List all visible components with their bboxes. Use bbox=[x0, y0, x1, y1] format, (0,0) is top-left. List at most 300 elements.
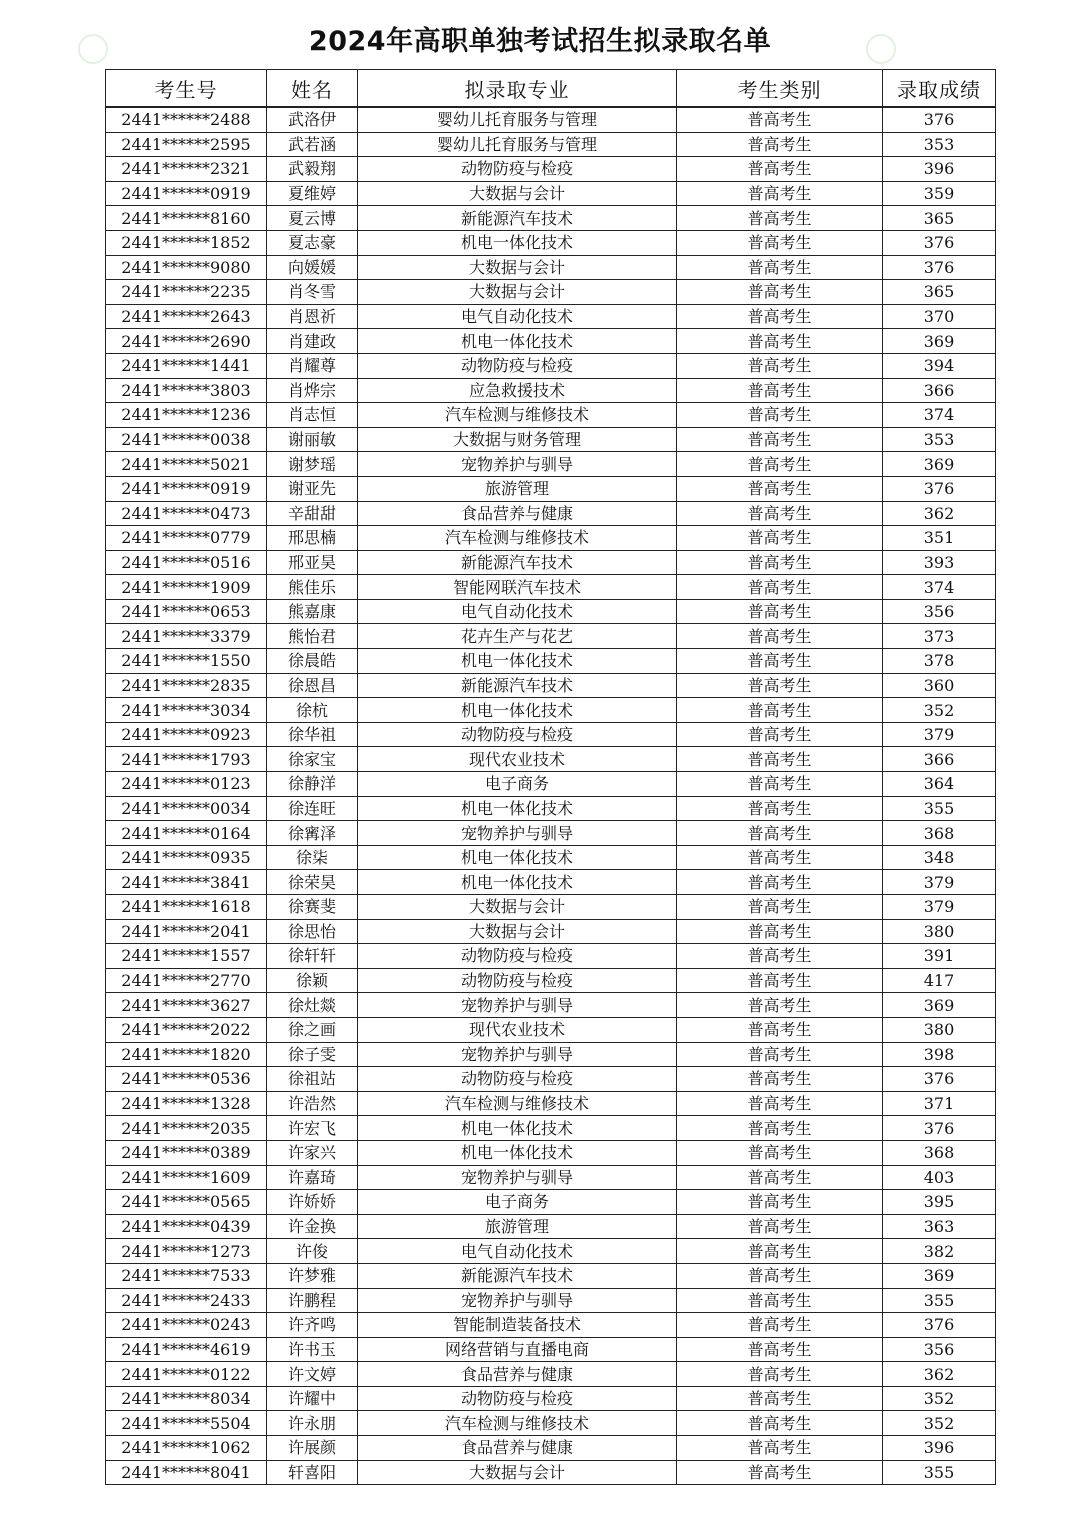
table-row bbox=[106, 1042, 996, 1067]
cell-score: 376 bbox=[883, 1067, 996, 1092]
cell-score: 373 bbox=[883, 624, 996, 649]
cell-name: 徐荣昊 bbox=[267, 870, 358, 895]
cell-category: 普高考生 bbox=[677, 1165, 883, 1190]
cell-major: 大数据与会计 bbox=[358, 895, 677, 920]
table-row bbox=[106, 378, 996, 403]
cell-exam-id: 2441******0919 bbox=[106, 181, 267, 206]
table-row bbox=[106, 772, 996, 797]
cell-major: 旅游管理 bbox=[358, 1214, 677, 1239]
cell-name: 许娇娇 bbox=[267, 1190, 358, 1215]
cell-score: 370 bbox=[883, 304, 996, 329]
cell-name: 肖冬雪 bbox=[267, 280, 358, 305]
cell-major: 大数据与会计 bbox=[358, 181, 677, 206]
cell-exam-id: 2441******2041 bbox=[106, 919, 267, 944]
cell-name: 辛甜甜 bbox=[267, 501, 358, 526]
table-row bbox=[106, 870, 996, 895]
cell-score: 376 bbox=[883, 230, 996, 255]
cell-exam-id: 2441******3379 bbox=[106, 624, 267, 649]
table-row bbox=[106, 1436, 996, 1461]
cell-score: 368 bbox=[883, 821, 996, 846]
cell-score: 355 bbox=[883, 796, 996, 821]
table-row bbox=[106, 1116, 996, 1141]
table-row bbox=[106, 1313, 996, 1338]
cell-exam-id: 2441******0439 bbox=[106, 1214, 267, 1239]
cell-exam-id: 2441******2022 bbox=[106, 1017, 267, 1042]
cell-category: 普高考生 bbox=[677, 132, 883, 157]
cell-category: 普高考生 bbox=[677, 944, 883, 969]
cell-name: 邢思楠 bbox=[267, 526, 358, 551]
cell-major: 应急救援技术 bbox=[358, 378, 677, 403]
table-row bbox=[106, 747, 996, 772]
cell-exam-id: 2441******0779 bbox=[106, 526, 267, 551]
cell-category: 普高考生 bbox=[677, 1337, 883, 1362]
cell-major: 机电一体化技术 bbox=[358, 698, 677, 723]
cell-category: 普高考生 bbox=[677, 452, 883, 477]
cell-major: 大数据与财务管理 bbox=[358, 427, 677, 452]
table-row bbox=[106, 575, 996, 600]
cell-exam-id: 2441******1328 bbox=[106, 1091, 267, 1116]
cell-category: 普高考生 bbox=[677, 1313, 883, 1338]
cell-score: 355 bbox=[883, 1460, 996, 1485]
cell-score: 380 bbox=[883, 1017, 996, 1042]
cell-major: 汽车检测与维修技术 bbox=[358, 403, 677, 428]
cell-major: 婴幼儿托育服务与管理 bbox=[358, 107, 677, 132]
cell-name: 许书玉 bbox=[267, 1337, 358, 1362]
cell-major: 机电一体化技术 bbox=[358, 329, 677, 354]
cell-score: 376 bbox=[883, 476, 996, 501]
cell-name: 熊怡君 bbox=[267, 624, 358, 649]
cell-score: 352 bbox=[883, 1411, 996, 1436]
cell-score: 366 bbox=[883, 378, 996, 403]
cell-exam-id: 2441******2643 bbox=[106, 304, 267, 329]
cell-exam-id: 2441******0473 bbox=[106, 501, 267, 526]
cell-score: 376 bbox=[883, 1313, 996, 1338]
cell-exam-id: 2441******1852 bbox=[106, 230, 267, 255]
cell-major: 汽车检测与维修技术 bbox=[358, 1411, 677, 1436]
cell-score: 396 bbox=[883, 1436, 996, 1461]
cell-score: 369 bbox=[883, 1263, 996, 1288]
table-row bbox=[106, 1263, 996, 1288]
cell-major: 大数据与会计 bbox=[358, 255, 677, 280]
cell-score: 365 bbox=[883, 280, 996, 305]
cell-name: 肖建政 bbox=[267, 329, 358, 354]
cell-category: 普高考生 bbox=[677, 624, 883, 649]
header-score: 录取成绩 bbox=[883, 70, 996, 108]
table-row bbox=[106, 673, 996, 698]
cell-major: 现代农业技术 bbox=[358, 1017, 677, 1042]
cell-name: 许梦雅 bbox=[267, 1263, 358, 1288]
table-row bbox=[106, 476, 996, 501]
cell-exam-id: 2441******2235 bbox=[106, 280, 267, 305]
cell-major: 宠物养护与驯导 bbox=[358, 1165, 677, 1190]
table-row bbox=[106, 107, 996, 132]
cell-score: 379 bbox=[883, 722, 996, 747]
table-row bbox=[106, 329, 996, 354]
cell-major: 新能源汽车技术 bbox=[358, 550, 677, 575]
cell-name: 夏云博 bbox=[267, 206, 358, 231]
cell-exam-id: 2441******0122 bbox=[106, 1362, 267, 1387]
cell-exam-id: 2441******3803 bbox=[106, 378, 267, 403]
cell-exam-id: 2441******0034 bbox=[106, 796, 267, 821]
cell-major: 电气自动化技术 bbox=[358, 599, 677, 624]
cell-name: 武洛伊 bbox=[267, 107, 358, 132]
cell-category: 普高考生 bbox=[677, 1411, 883, 1436]
cell-major: 机电一体化技术 bbox=[358, 649, 677, 674]
cell-major: 大数据与会计 bbox=[358, 919, 677, 944]
cell-score: 353 bbox=[883, 427, 996, 452]
cell-major: 机电一体化技术 bbox=[358, 1140, 677, 1165]
cell-name: 许耀中 bbox=[267, 1386, 358, 1411]
table-row bbox=[106, 919, 996, 944]
cell-name: 徐晨皓 bbox=[267, 649, 358, 674]
table-row bbox=[106, 427, 996, 452]
table-row bbox=[106, 1460, 996, 1485]
cell-score: 382 bbox=[883, 1239, 996, 1264]
cell-category: 普高考生 bbox=[677, 353, 883, 378]
page-title: 2024年高职单独考试招生拟录取名单 bbox=[308, 26, 772, 57]
cell-exam-id: 2441******1550 bbox=[106, 649, 267, 674]
cell-name: 徐杭 bbox=[267, 698, 358, 723]
cell-name: 熊嘉康 bbox=[267, 599, 358, 624]
cell-major: 旅游管理 bbox=[358, 476, 677, 501]
table-row bbox=[106, 526, 996, 551]
cell-name: 徐静洋 bbox=[267, 772, 358, 797]
cell-category: 普高考生 bbox=[677, 1140, 883, 1165]
cell-score: 362 bbox=[883, 1362, 996, 1387]
cell-category: 普高考生 bbox=[677, 1263, 883, 1288]
cell-name: 徐子雯 bbox=[267, 1042, 358, 1067]
cell-name: 许展颜 bbox=[267, 1436, 358, 1461]
cell-name: 夏维婷 bbox=[267, 181, 358, 206]
cell-exam-id: 2441******1062 bbox=[106, 1436, 267, 1461]
cell-score: 364 bbox=[883, 772, 996, 797]
cell-exam-id: 2441******3034 bbox=[106, 698, 267, 723]
cell-name: 徐赛斐 bbox=[267, 895, 358, 920]
cell-name: 肖耀尊 bbox=[267, 353, 358, 378]
table-body bbox=[106, 107, 996, 1485]
cell-category: 普高考生 bbox=[677, 747, 883, 772]
cell-exam-id: 2441******3841 bbox=[106, 870, 267, 895]
cell-exam-id: 2441******7533 bbox=[106, 1263, 267, 1288]
cell-score: 356 bbox=[883, 599, 996, 624]
cell-exam-id: 2441******1820 bbox=[106, 1042, 267, 1067]
cell-name: 徐柒 bbox=[267, 845, 358, 870]
table-row bbox=[106, 550, 996, 575]
table-row bbox=[106, 1067, 996, 1092]
cell-category: 普高考生 bbox=[677, 1067, 883, 1092]
cell-score: 394 bbox=[883, 353, 996, 378]
cell-major: 宠物养护与驯导 bbox=[358, 1042, 677, 1067]
cell-exam-id: 2441******2035 bbox=[106, 1116, 267, 1141]
cell-major: 机电一体化技术 bbox=[358, 870, 677, 895]
cell-category: 普高考生 bbox=[677, 230, 883, 255]
cell-major: 电气自动化技术 bbox=[358, 304, 677, 329]
cell-exam-id: 2441******0243 bbox=[106, 1313, 267, 1338]
cell-name: 许嘉琦 bbox=[267, 1165, 358, 1190]
cell-category: 普高考生 bbox=[677, 1436, 883, 1461]
cell-score: 403 bbox=[883, 1165, 996, 1190]
cell-category: 普高考生 bbox=[677, 1460, 883, 1485]
cell-major: 动物防疫与检疫 bbox=[358, 968, 677, 993]
table-row bbox=[106, 993, 996, 1018]
cell-category: 普高考生 bbox=[677, 280, 883, 305]
cell-category: 普高考生 bbox=[677, 550, 883, 575]
cell-score: 352 bbox=[883, 698, 996, 723]
cell-exam-id: 2441******1793 bbox=[106, 747, 267, 772]
cell-exam-id: 2441******2488 bbox=[106, 107, 267, 132]
cell-major: 动物防疫与检疫 bbox=[358, 944, 677, 969]
cell-exam-id: 2441******0536 bbox=[106, 1067, 267, 1092]
cell-score: 353 bbox=[883, 132, 996, 157]
cell-category: 普高考生 bbox=[677, 181, 883, 206]
table-row bbox=[106, 1411, 996, 1436]
cell-major: 机电一体化技术 bbox=[358, 796, 677, 821]
table-row bbox=[106, 501, 996, 526]
admission-table bbox=[105, 69, 996, 1485]
cell-major: 电子商务 bbox=[358, 772, 677, 797]
cell-major: 机电一体化技术 bbox=[358, 845, 677, 870]
cell-major: 食品营养与健康 bbox=[358, 1436, 677, 1461]
cell-category: 普高考生 bbox=[677, 1288, 883, 1313]
cell-exam-id: 2441******0653 bbox=[106, 599, 267, 624]
cell-category: 普高考生 bbox=[677, 698, 883, 723]
cell-exam-id: 2441******1909 bbox=[106, 575, 267, 600]
cell-name: 徐恩昌 bbox=[267, 673, 358, 698]
cell-category: 普高考生 bbox=[677, 427, 883, 452]
cell-exam-id: 2441******4619 bbox=[106, 1337, 267, 1362]
cell-name: 邢亚昊 bbox=[267, 550, 358, 575]
cell-name: 徐祖站 bbox=[267, 1067, 358, 1092]
table-row bbox=[106, 181, 996, 206]
cell-score: 395 bbox=[883, 1190, 996, 1215]
cell-category: 普高考生 bbox=[677, 1091, 883, 1116]
cell-name: 武若涵 bbox=[267, 132, 358, 157]
cell-exam-id: 2441******2690 bbox=[106, 329, 267, 354]
cell-exam-id: 2441******2835 bbox=[106, 673, 267, 698]
cell-exam-id: 2441******2321 bbox=[106, 157, 267, 182]
cell-score: 348 bbox=[883, 845, 996, 870]
cell-exam-id: 2441******9080 bbox=[106, 255, 267, 280]
cell-major: 食品营养与健康 bbox=[358, 501, 677, 526]
table-row bbox=[106, 968, 996, 993]
cell-exam-id: 2441******0164 bbox=[106, 821, 267, 846]
table-row bbox=[106, 304, 996, 329]
cell-exam-id: 2441******2770 bbox=[106, 968, 267, 993]
cell-category: 普高考生 bbox=[677, 993, 883, 1018]
cell-major: 宠物养护与驯导 bbox=[358, 452, 677, 477]
header-name: 姓名 bbox=[267, 70, 358, 108]
cell-major: 电气自动化技术 bbox=[358, 1239, 677, 1264]
cell-exam-id: 2441******1557 bbox=[106, 944, 267, 969]
cell-exam-id: 2441******8041 bbox=[106, 1460, 267, 1485]
table-row bbox=[106, 452, 996, 477]
cell-major: 动物防疫与检疫 bbox=[358, 157, 677, 182]
cell-category: 普高考生 bbox=[677, 1386, 883, 1411]
table-row bbox=[106, 1337, 996, 1362]
cell-name: 许俊 bbox=[267, 1239, 358, 1264]
cell-major: 新能源汽车技术 bbox=[358, 206, 677, 231]
cell-name: 徐华祖 bbox=[267, 722, 358, 747]
cell-score: 362 bbox=[883, 501, 996, 526]
cell-name: 许金换 bbox=[267, 1214, 358, 1239]
table-row bbox=[106, 206, 996, 231]
cell-major: 动物防疫与检疫 bbox=[358, 722, 677, 747]
cell-name: 徐家宝 bbox=[267, 747, 358, 772]
table-row bbox=[106, 599, 996, 624]
table-row bbox=[106, 1362, 996, 1387]
cell-category: 普高考生 bbox=[677, 157, 883, 182]
table-row bbox=[106, 403, 996, 428]
header-major: 拟录取专业 bbox=[358, 70, 677, 108]
cell-name: 徐轩轩 bbox=[267, 944, 358, 969]
cell-score: 369 bbox=[883, 993, 996, 1018]
cell-score: 391 bbox=[883, 944, 996, 969]
cell-category: 普高考生 bbox=[677, 796, 883, 821]
cell-exam-id: 2441******8160 bbox=[106, 206, 267, 231]
cell-exam-id: 2441******2595 bbox=[106, 132, 267, 157]
cell-exam-id: 2441******0123 bbox=[106, 772, 267, 797]
cell-major: 食品营养与健康 bbox=[358, 1362, 677, 1387]
cell-category: 普高考生 bbox=[677, 870, 883, 895]
cell-score: 398 bbox=[883, 1042, 996, 1067]
table-row bbox=[106, 1288, 996, 1313]
header-category: 考生类别 bbox=[677, 70, 883, 108]
table-row bbox=[106, 1091, 996, 1116]
cell-major: 新能源汽车技术 bbox=[358, 1263, 677, 1288]
cell-category: 普高考生 bbox=[677, 1190, 883, 1215]
table-row bbox=[106, 944, 996, 969]
table-row bbox=[106, 1165, 996, 1190]
cell-name: 许浩然 bbox=[267, 1091, 358, 1116]
cell-exam-id: 2441******1441 bbox=[106, 353, 267, 378]
cell-category: 普高考生 bbox=[677, 329, 883, 354]
cell-category: 普高考生 bbox=[677, 476, 883, 501]
cell-name: 徐之画 bbox=[267, 1017, 358, 1042]
cell-category: 普高考生 bbox=[677, 722, 883, 747]
cell-major: 宠物养护与驯导 bbox=[358, 1288, 677, 1313]
cell-score: 396 bbox=[883, 157, 996, 182]
cell-score: 355 bbox=[883, 1288, 996, 1313]
cell-major: 宠物养护与驯导 bbox=[358, 993, 677, 1018]
table-row bbox=[106, 895, 996, 920]
cell-category: 普高考生 bbox=[677, 1042, 883, 1067]
cell-exam-id: 2441******0923 bbox=[106, 722, 267, 747]
cell-exam-id: 2441******0565 bbox=[106, 1190, 267, 1215]
cell-category: 普高考生 bbox=[677, 1239, 883, 1264]
cell-category: 普高考生 bbox=[677, 526, 883, 551]
cell-score: 379 bbox=[883, 870, 996, 895]
cell-name: 许永朋 bbox=[267, 1411, 358, 1436]
cell-exam-id: 2441******5021 bbox=[106, 452, 267, 477]
cell-exam-id: 2441******0935 bbox=[106, 845, 267, 870]
cell-exam-id: 2441******0389 bbox=[106, 1140, 267, 1165]
cell-score: 417 bbox=[883, 968, 996, 993]
cell-score: 376 bbox=[883, 255, 996, 280]
cell-exam-id: 2441******1273 bbox=[106, 1239, 267, 1264]
cell-major: 现代农业技术 bbox=[358, 747, 677, 772]
cell-category: 普高考生 bbox=[677, 649, 883, 674]
cell-category: 普高考生 bbox=[677, 206, 883, 231]
cell-name: 徐连旺 bbox=[267, 796, 358, 821]
table-row bbox=[106, 1017, 996, 1042]
cell-name: 向媛媛 bbox=[267, 255, 358, 280]
header-row bbox=[106, 70, 996, 108]
cell-major: 机电一体化技术 bbox=[358, 1116, 677, 1141]
cell-category: 普高考生 bbox=[677, 304, 883, 329]
cell-category: 普高考生 bbox=[677, 403, 883, 428]
cell-major: 动物防疫与检疫 bbox=[358, 1067, 677, 1092]
cell-major: 机电一体化技术 bbox=[358, 230, 677, 255]
cell-score: 365 bbox=[883, 206, 996, 231]
cell-score: 378 bbox=[883, 649, 996, 674]
cell-category: 普高考生 bbox=[677, 378, 883, 403]
cell-major: 网络营销与直播电商 bbox=[358, 1337, 677, 1362]
cell-score: 371 bbox=[883, 1091, 996, 1116]
cell-score: 376 bbox=[883, 107, 996, 132]
cell-name: 许家兴 bbox=[267, 1140, 358, 1165]
cell-name: 徐寗泽 bbox=[267, 821, 358, 846]
cell-name: 谢梦瑶 bbox=[267, 452, 358, 477]
cell-score: 363 bbox=[883, 1214, 996, 1239]
cell-category: 普高考生 bbox=[677, 107, 883, 132]
cell-name: 许齐鸣 bbox=[267, 1313, 358, 1338]
table-row bbox=[106, 796, 996, 821]
cell-category: 普高考生 bbox=[677, 821, 883, 846]
cell-major: 大数据与会计 bbox=[358, 280, 677, 305]
table-row bbox=[106, 845, 996, 870]
cell-category: 普高考生 bbox=[677, 895, 883, 920]
cell-name: 肖恩祈 bbox=[267, 304, 358, 329]
cell-name: 谢亚先 bbox=[267, 476, 358, 501]
table-row bbox=[106, 230, 996, 255]
cell-score: 356 bbox=[883, 1337, 996, 1362]
table-row bbox=[106, 1239, 996, 1264]
cell-name: 徐颖 bbox=[267, 968, 358, 993]
cell-exam-id: 2441******8034 bbox=[106, 1386, 267, 1411]
table-row bbox=[106, 280, 996, 305]
cell-major: 电子商务 bbox=[358, 1190, 677, 1215]
cell-name: 熊佳乐 bbox=[267, 575, 358, 600]
table-row bbox=[106, 132, 996, 157]
cell-name: 夏志豪 bbox=[267, 230, 358, 255]
cell-major: 花卉生产与花艺 bbox=[358, 624, 677, 649]
cell-name: 许文婷 bbox=[267, 1362, 358, 1387]
cell-category: 普高考生 bbox=[677, 845, 883, 870]
cell-category: 普高考生 bbox=[677, 673, 883, 698]
cell-score: 369 bbox=[883, 452, 996, 477]
table-row bbox=[106, 649, 996, 674]
cell-name: 肖烨宗 bbox=[267, 378, 358, 403]
cell-category: 普高考生 bbox=[677, 772, 883, 797]
cell-name: 徐灶燚 bbox=[267, 993, 358, 1018]
cell-major: 婴幼儿托育服务与管理 bbox=[358, 132, 677, 157]
cell-name: 许鹏程 bbox=[267, 1288, 358, 1313]
cell-name: 徐思怡 bbox=[267, 919, 358, 944]
cell-score: 360 bbox=[883, 673, 996, 698]
cell-category: 普高考生 bbox=[677, 968, 883, 993]
cell-name: 武毅翔 bbox=[267, 157, 358, 182]
cell-exam-id: 2441******1609 bbox=[106, 1165, 267, 1190]
table-header bbox=[106, 70, 996, 108]
cell-name: 轩喜阳 bbox=[267, 1460, 358, 1485]
header-exam-id: 考生号 bbox=[106, 70, 267, 108]
cell-score: 359 bbox=[883, 181, 996, 206]
cell-score: 376 bbox=[883, 1116, 996, 1141]
cell-category: 普高考生 bbox=[677, 255, 883, 280]
cell-major: 动物防疫与检疫 bbox=[358, 1386, 677, 1411]
cell-score: 352 bbox=[883, 1386, 996, 1411]
table-row bbox=[106, 1190, 996, 1215]
